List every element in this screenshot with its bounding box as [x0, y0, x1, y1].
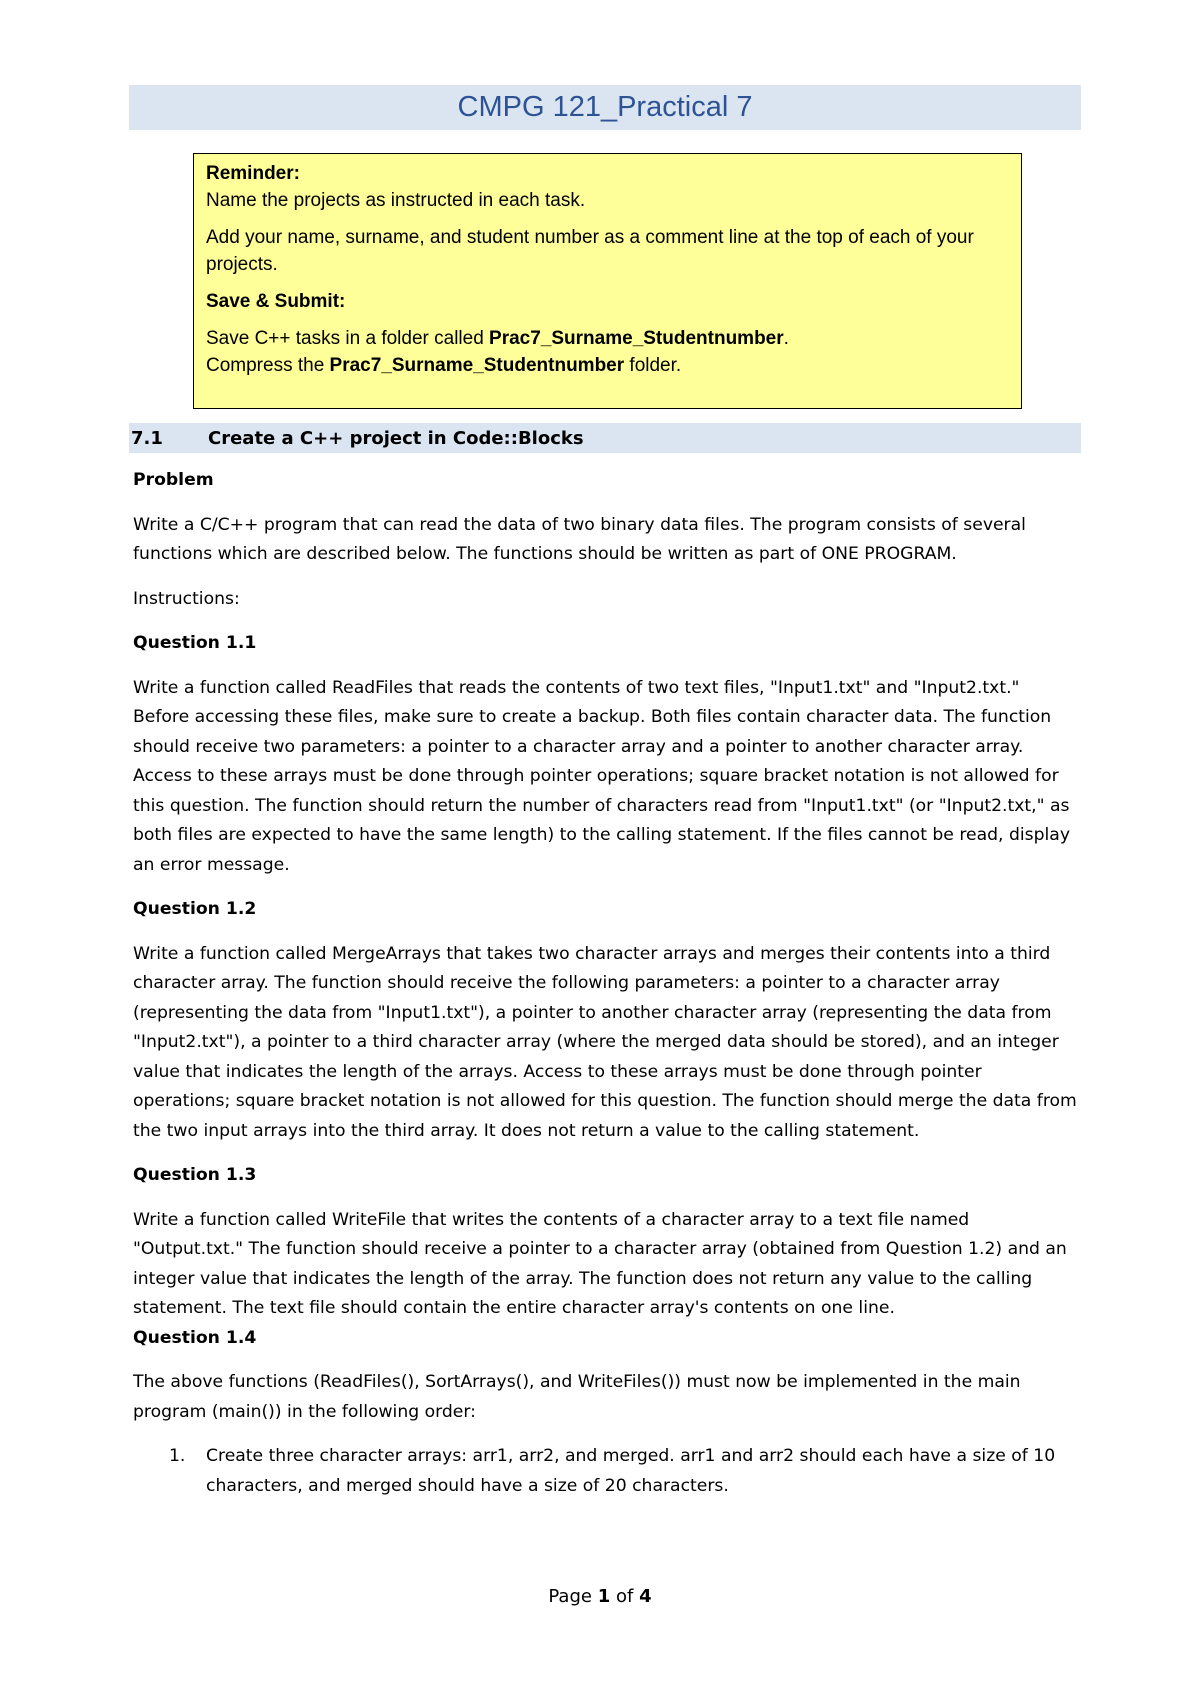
reminder-line-2: Add your name, surname, and student number as a comment line at the top of each of your projects.	[206, 227, 974, 275]
question-heading: Question 1.3	[133, 1165, 257, 1185]
question-heading: Question 1.2	[133, 899, 257, 919]
save-submit-heading: Save & Submit:	[206, 291, 346, 312]
document-title-bar	[129, 85, 1081, 130]
of-word: of	[615, 1586, 634, 1607]
section-heading	[129, 423, 1081, 453]
section-number: 7.1	[131, 427, 163, 449]
folder-name: Prac7_Surname_Studentnumber	[489, 328, 784, 349]
folder-name-2: Prac7_Surname_Studentnumber	[329, 355, 625, 376]
save-instruction	[206, 325, 1011, 352]
page-number: 1	[597, 1586, 611, 1607]
save-suffix: .	[783, 328, 789, 349]
question-heading: Question 1.1	[133, 633, 257, 653]
compress-prefix: Compress the	[206, 355, 330, 376]
problem-text: Write a C/C++ program that can read the data of two binary data files. The program consists of several functions which are described below. The functions should be written as part of ONE PROGRAM.	[133, 514, 1026, 564]
page-footer	[0, 1586, 1200, 1607]
question-text: The above functions (ReadFiles(), SortArrays(), and WriteFiles()) must now be implemented in the main program (main()) in the following order:	[133, 1372, 1021, 1422]
question-text: Write a function called WriteFile that writes the contents of a character array to a text file named "Output.txt." The function should receive a pointer to a character array (obtained from Question 1.2) and an integer value that indicates the length of the array. The function does not return any value to the calling statement. The text file should contain the entire character array's contents on one line.	[133, 1209, 1067, 1318]
question-heading: Question 1.4	[133, 1327, 257, 1348]
question-text: Write a function called ReadFiles that reads the contents of two text files, "Input1.txt" and "Input2.txt." Before accessing these files, make sure to create a backup. Both files contain character data. The function should receive two parameters: a pointer to a character array and a pointer to another character array. Access to these arrays must be done through pointer operations; square bracket notation is not allowed for this question. The function should return the number of characters read from "Input1.txt" (or "Input2.txt," as both files are expected to have the same length) to the calling statement. If the files cannot be read, display an error message.	[133, 677, 1071, 875]
problem-heading: Problem	[133, 470, 214, 490]
section-title: Create a C++ project in Code::Blocks	[208, 427, 584, 449]
page-total: 4	[639, 1586, 652, 1607]
compress-instruction	[206, 352, 1011, 379]
instructions-label: Instructions:	[133, 588, 240, 609]
step-number: 1.	[169, 1446, 186, 1466]
page-word: Page	[548, 1586, 592, 1607]
reminder-box	[193, 153, 1022, 409]
reminder-heading: Reminder:	[206, 163, 300, 184]
list-item	[133, 1442, 1078, 1501]
step-text: Create three character arrays: arr1, arr2, and merged. arr1 and arr2 should each have a size of 10 characters, and merged should have a size of 20 characters.	[206, 1446, 1056, 1496]
document-body	[133, 466, 1078, 1501]
save-prefix: Save C++ tasks in a folder called	[206, 328, 490, 349]
question-text: Write a function called MergeArrays that takes two character arrays and merges their contents into a third character array. The function should receive the following parameters: a pointer to a character array (representing the data from "Input1.txt"), a pointer to another character array (representing the data from "Input2.txt"), a pointer to a third character array (where the merged data should be stored), and an integer value that indicates the length of the arrays. Access to these arrays must be done through pointer operations; square bracket notation is not allowed for this question. The function should merge the data from the two input arrays into the third array. It does not return a value to the calling statement.	[133, 943, 1077, 1141]
document-title: CMPG 121_Practical 7	[457, 91, 753, 123]
steps-list	[133, 1442, 1078, 1501]
reminder-line-1: Name the projects as instructed in each task.	[206, 190, 586, 211]
compress-suffix: folder.	[624, 355, 682, 376]
